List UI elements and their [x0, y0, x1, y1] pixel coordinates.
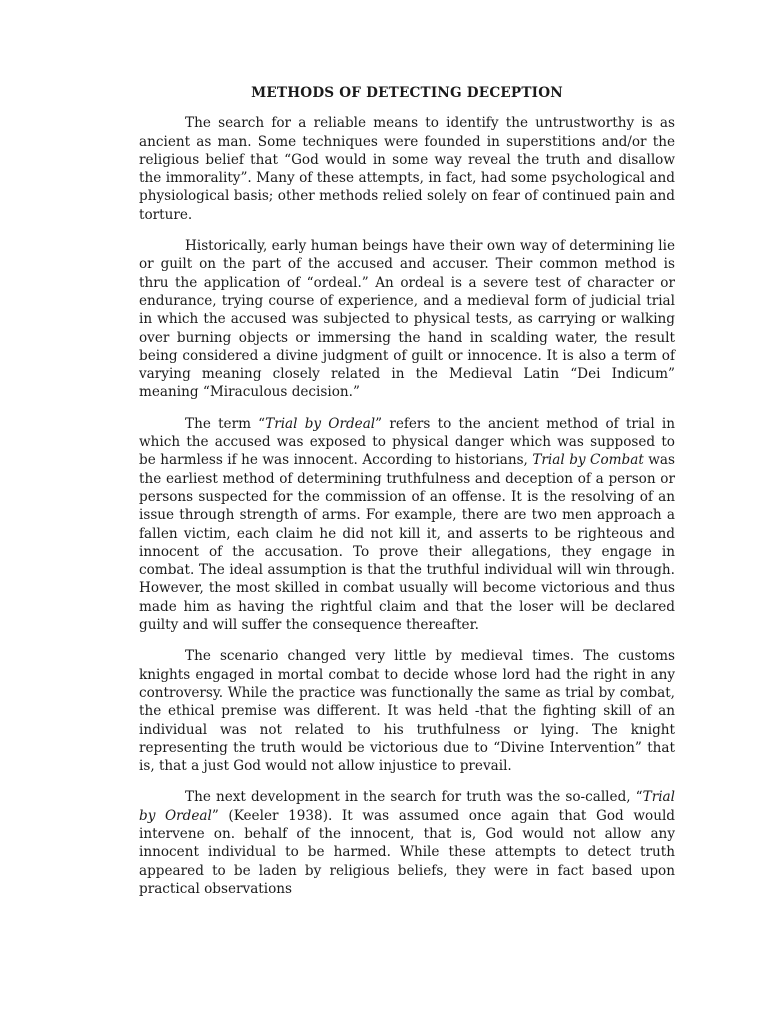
paragraph-text: Historically, early human beings have their own way of determining lie or guilt on the part of the accused and accuser. Their common method is thru the application of “ordeal.” An ordeal is a severe test of character or endurance, trying course of experience, and a medieval form of judicial trial in which the accused was subjected to physical tests, as carrying or walking over burning objects or immersing the hand in scalding water, the result being considered a divine judgment of guilt or innocence. It is also a term of varying meaning closely related in the Medieval Latin “Dei Indicum” meaning “Miraculous decision.”	[139, 238, 675, 401]
paragraph-text: The scenario changed very little by medieval times. The customs knights engaged in mortal combat to decide whose lord had the right in any controversy. While the practice was functionally the same as trial by combat, the ethical premise was different. It was held -that the fighting skill of an individual was not related to his truthfulness or lying. The knight representing the truth would be victorious due to “Divine Intervention” that is, that a just God would not allow injustice to prevail.	[139, 648, 675, 775]
paragraph	[139, 114, 675, 224]
paragraph-text: The term “	[185, 415, 266, 432]
italic-term: Trial by Ordeal	[265, 415, 376, 432]
paragraph	[139, 237, 675, 402]
italic-term: Trial by Combat	[532, 452, 644, 469]
paragraph	[139, 415, 675, 635]
document-title: METHODS OF DETECTING DECEPTION	[251, 85, 563, 101]
document-page	[139, 84, 675, 911]
paragraph-text: The next development in the search for truth was the so-called, “	[185, 789, 643, 806]
paragraph-text: ” refers to the ancient method of trial in which the accused was exposed to physical danger which was supposed to be harmless if he was innocent. According to historians,	[139, 415, 675, 469]
paragraph-text: ” (Keeler 1938). It was assumed once again that God would intervene on. behalf of the innocent, that is, God would not allow any innocent individual to be harmed. While these attempts to detect truth appeared to be laden by religious beliefs, they were in fact based upon practical observations	[139, 807, 675, 897]
italic-term: Trial by Ordeal	[139, 789, 675, 824]
paragraph	[139, 788, 675, 898]
paragraph-text: was the earliest method of determining truthfulness and deception of a person or persons suspected for the commission of an offense. It is the resolving of an issue through strength of arms. For example, there are two men approach a fallen victim, each claim he did not kill it, and asserts to be righteous and innocent of the accusation. To prove their allegations, they engage in combat. The ideal assumption is that the truthful individual will win through. However, the most skilled in combat usually will become victorious and thus made him as having the rightful claim and that the loser will be declared guilty and will suffer the consequence thereafter.	[139, 452, 676, 634]
paragraph	[139, 647, 675, 775]
paragraph-text: The search for a reliable means to identify the untrustworthy is as ancient as man. Some techniques were founded in superstitions and/or the religious belief that “God would in some way reveal the truth and disallow the immorality”. Many of these attempts, in fact, had some psychological and physiological basis; other methods relied solely on fear of continued pain and torture.	[139, 115, 675, 223]
